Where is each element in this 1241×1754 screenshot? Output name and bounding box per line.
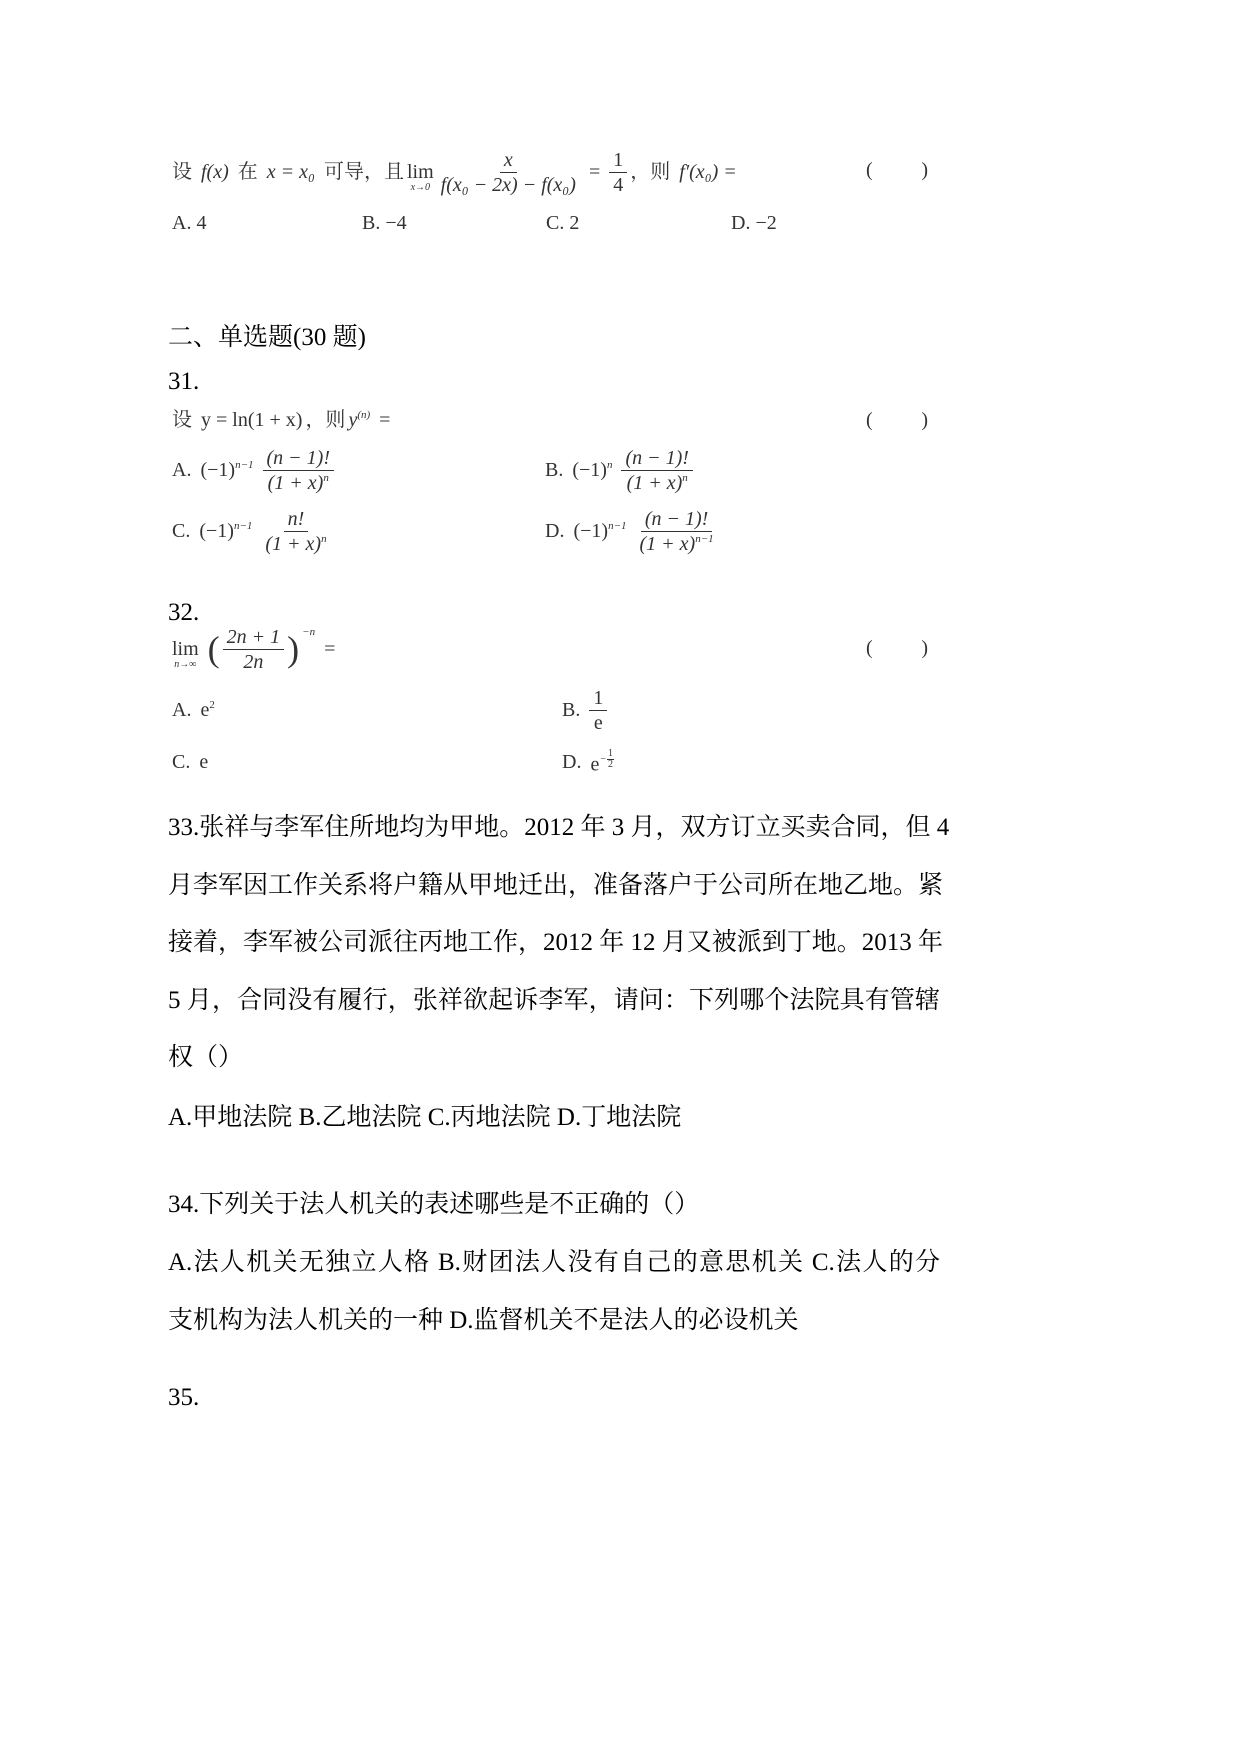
option-label: C. [172, 520, 191, 542]
right-paren: ) [287, 629, 300, 669]
option-label: A. [172, 459, 192, 481]
nth-derivative [348, 410, 370, 430]
power [640, 534, 714, 554]
fraction [621, 448, 692, 493]
paragraph-line: 34.下列关于法人机关的表述哪些是不正确的（） [168, 1191, 700, 1218]
sign-factor [573, 521, 626, 541]
fraction-numerator: 1 [589, 688, 607, 711]
fraction [261, 509, 330, 554]
option-label: D. [545, 520, 565, 542]
fraction-numerator: (n − 1)! [641, 509, 712, 532]
blank-close-paren: ) [921, 409, 928, 431]
paragraph-line: 5 月，合同没有履行，张祥欲起诉李军，请问：下列哪个法院具有管辖 [168, 986, 940, 1014]
math-function: y = ln(1 + x) [201, 409, 303, 431]
answer-blank [866, 160, 928, 180]
option-a: A. 4 [172, 212, 207, 234]
power-base: (1 + x) [265, 532, 322, 555]
limit-operator [407, 151, 434, 193]
power [627, 473, 688, 493]
option-c: C. 2 [546, 212, 580, 234]
sign-factor [199, 521, 252, 541]
question-number: 32. [168, 599, 200, 626]
superscript: n−1 [608, 520, 627, 532]
paragraph-line: 月李军因工作关系将户籍从甲地迁出，准备落户于公司所在地乙地。紧 [168, 871, 944, 899]
option-label: D. [562, 751, 582, 773]
question-34-stem [168, 1176, 940, 1234]
blank-close-paren: ) [921, 637, 928, 659]
fraction-numerator: n! [284, 509, 309, 532]
fraction [636, 509, 718, 554]
option-label: C. [172, 751, 191, 773]
fraction-numerator: 1 [607, 748, 613, 760]
fraction-denominator [636, 532, 718, 554]
limit-label: lim [406, 161, 434, 183]
power [268, 473, 329, 493]
fraction [437, 150, 580, 195]
question-stem [172, 624, 344, 674]
paragraph-line: 33.张祥与李军住所地均为甲地。2012 年 3 月，双方订立买卖合同，但 4 [168, 814, 950, 841]
fraction-denominator: 2n [243, 650, 264, 673]
equals-sign: = [324, 638, 336, 660]
option-a [172, 446, 343, 494]
fraction-numerator: x [500, 150, 517, 173]
section-title: 二、单选题(30 题) [168, 324, 366, 351]
fraction [223, 627, 285, 672]
question-33-stem [168, 799, 950, 1087]
fraction-denominator: e [593, 711, 603, 734]
option-b [562, 686, 616, 734]
power-base: (1 + x) [626, 471, 683, 494]
superscript: n [323, 471, 329, 484]
limit-subscript: x→0 [410, 182, 431, 193]
power-base: (1 + x) [267, 471, 324, 494]
power [590, 749, 614, 775]
superscript: (n) [357, 409, 371, 421]
superscript: n [321, 532, 327, 545]
limit-subscript: n→∞ [174, 659, 197, 670]
fraction-numerator: (n − 1)! [263, 448, 334, 471]
stem-text: 设 [172, 161, 192, 183]
answer-blank [866, 410, 928, 430]
math-function: f(x) [201, 161, 229, 183]
superscript [600, 749, 614, 770]
stem-text: 设 [172, 409, 192, 431]
math-variable: y [348, 409, 358, 431]
option-value: e [199, 751, 209, 773]
answer-blank [866, 638, 928, 658]
options-line: 支机构为法人机关的一种 D.监督机关不是法人的必设机关 [168, 1306, 799, 1334]
option-b [545, 446, 702, 494]
option-a [172, 698, 224, 722]
power [200, 700, 214, 720]
option-d: D. −2 [731, 212, 777, 234]
option-b: B. −4 [362, 212, 407, 234]
options-line: A.法人机关无独立人格 B.财团法人没有自己的意思机关 C.法人的分 [168, 1249, 940, 1276]
math-condition: x = x₀ [266, 161, 315, 183]
superscript: n [606, 459, 613, 471]
question-number: 31. [168, 368, 200, 395]
sign-base: (−1) [572, 459, 607, 481]
left-paren: ( [207, 629, 220, 669]
limit-operator [172, 628, 199, 670]
fraction-denominator: f(x₀ − 2x) − f(x₀) [440, 173, 576, 196]
fraction-numerator: 2n + 1 [223, 627, 285, 650]
superscript: 2 [209, 699, 215, 711]
exponent: −n [302, 626, 316, 638]
superscript: n−1 [695, 532, 714, 545]
power-base: e [590, 753, 600, 776]
options-line: A.甲地法院 B.乙地法院 C.丙地法院 D.丁地法院 [168, 1104, 682, 1131]
sign-factor [572, 460, 612, 480]
exponent-fraction [607, 749, 614, 770]
fraction-numerator: (n − 1)! [621, 448, 692, 471]
math-derivative: f′(x₀) = [679, 161, 737, 183]
fraction-denominator [264, 471, 333, 493]
blank-open-paren: ( [866, 409, 873, 431]
fraction-numerator: 1 [609, 150, 627, 173]
paragraph-line: 接着，李军被公司派往丙地工作，2012 年 12 月又被派到丁地。2013 年 [168, 929, 944, 956]
option-d [562, 750, 623, 774]
superscript: n−1 [235, 459, 254, 471]
fraction [589, 688, 607, 733]
blank-open-paren: ( [866, 159, 873, 181]
power-base: e [200, 699, 210, 721]
fraction-denominator: 2 [607, 759, 613, 771]
fraction [609, 150, 627, 195]
question-35 [168, 1369, 940, 1427]
option-label: B. [562, 699, 581, 721]
option-c [172, 750, 217, 774]
option-c [172, 507, 340, 555]
exponent-sign: − [600, 753, 606, 765]
fraction-denominator [261, 532, 330, 554]
question-34-options [168, 1234, 940, 1349]
question-number: 35. [168, 1384, 200, 1411]
option-label: B. [545, 459, 564, 481]
paragraph-line: 权（） [168, 1044, 244, 1071]
stem-text: 可导，且 [323, 161, 404, 183]
question-stem [172, 148, 746, 196]
stem-text: ，则 [630, 161, 671, 183]
stem-text: 在 [237, 161, 258, 183]
blank-open-paren: ( [866, 637, 873, 659]
fraction-denominator [623, 471, 692, 493]
blank-close-paren: ) [921, 159, 928, 181]
power [265, 534, 326, 554]
superscript: n [682, 471, 688, 484]
limit-label: lim [172, 638, 199, 660]
stem-text: ，则 [305, 409, 346, 431]
superscript: n−1 [233, 520, 253, 532]
equals-sign: = [379, 409, 391, 431]
option-d [545, 507, 727, 555]
sign-factor [200, 460, 253, 480]
fraction-denominator: 4 [613, 173, 624, 196]
question-33-options [168, 1089, 940, 1147]
option-label: A. [172, 699, 192, 721]
question-stem [172, 404, 399, 436]
power-base: (1 + x) [639, 532, 696, 555]
sign-base: (−1) [199, 520, 234, 542]
equals-sign: = [588, 161, 601, 183]
sign-base: (−1) [200, 459, 236, 481]
fraction [263, 448, 334, 493]
sign-base: (−1) [573, 520, 609, 542]
